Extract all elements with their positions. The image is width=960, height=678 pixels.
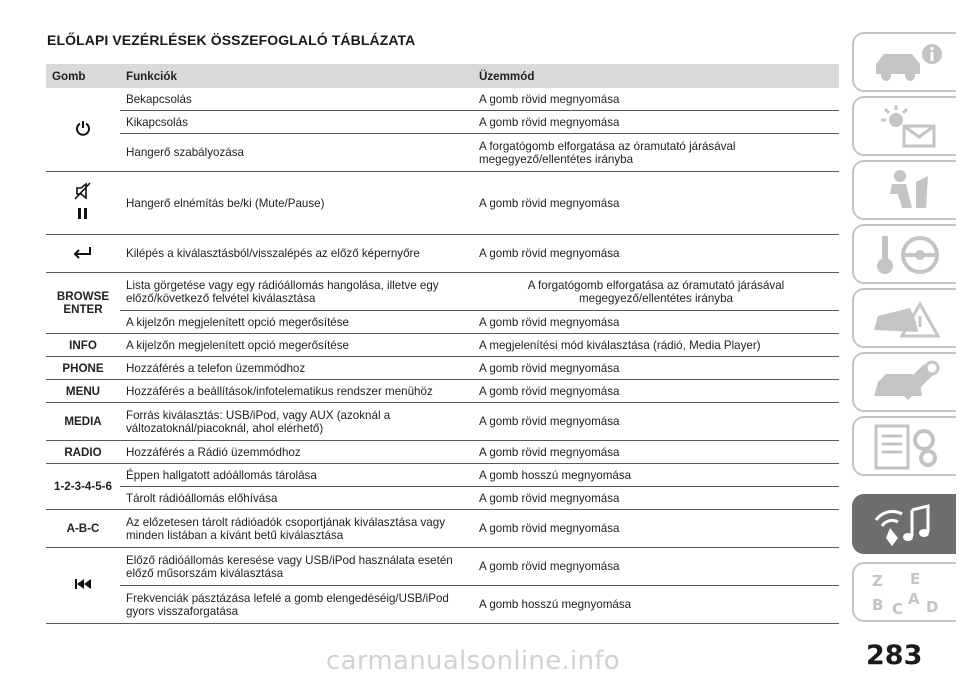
table-row <box>46 111 839 134</box>
seek-back-icon <box>74 579 92 589</box>
back-button-cell <box>46 235 120 273</box>
controls-summary-table <box>46 64 839 624</box>
info-button-cell: INFO <box>46 334 120 357</box>
svg-text:D: D <box>926 598 939 616</box>
svg-text:A: A <box>908 590 920 608</box>
key-steering-icon <box>868 232 948 278</box>
mode-cell: A forgatógomb elforgatása az óramutató járásával megegyező/ellentétes irányba <box>473 134 839 172</box>
abc-button-cell: A-B-C <box>46 510 120 548</box>
function-cell: Hozzáférés a beállítások/infotelematikus rendszer menühöz <box>120 380 473 403</box>
tab-specs[interactable] <box>852 416 956 476</box>
mode-cell: A gomb hosszú megnyomása <box>473 586 839 624</box>
tab-key-steering[interactable] <box>852 224 956 284</box>
mute-button-cell <box>46 172 120 235</box>
header-uzemmod: Üzemmód <box>473 64 839 88</box>
page-number: 283 <box>866 640 923 671</box>
phone-button-cell: PHONE <box>46 357 120 380</box>
function-cell: Frekvenciák pásztázása lefelé a gomb elengedéséig/USB/iPod gyors visszaforgatása <box>120 586 473 624</box>
header-funkciok: Funkciók <box>120 64 473 88</box>
function-cell: Hozzáférés a Rádió üzemmódhoz <box>120 441 473 464</box>
svg-text:B: B <box>872 596 884 614</box>
specs-icon <box>868 424 948 470</box>
tab-index[interactable] <box>852 562 956 622</box>
table-row <box>46 334 839 357</box>
table-row <box>46 464 839 487</box>
table-row <box>46 134 839 172</box>
function-cell: Lista görgetése vagy egy rádióállomás hangolása, illetve egy előző/következő felvétel kiválasztása <box>120 273 473 311</box>
table-row <box>46 357 839 380</box>
tab-maintenance[interactable] <box>852 352 956 412</box>
table-row <box>46 510 839 548</box>
emergency-icon <box>868 296 948 342</box>
tab-seat-safety[interactable] <box>852 160 956 220</box>
table-row <box>46 235 839 273</box>
mode-cell: A gomb rövid megnyomása <box>473 111 839 134</box>
multimedia-icon <box>868 502 948 548</box>
function-cell: Kikapcsolás <box>120 111 473 134</box>
preset-buttons-cell: 1-2-3-4-5-6 <box>46 464 120 510</box>
seek-back-button-cell <box>46 548 120 624</box>
svg-text:E: E <box>910 570 921 588</box>
svg-text:C: C <box>892 600 904 616</box>
function-cell: Az előzetesen tárolt rádióadók csoportjának kiválasztása vagy minden listában a kívánt betű kiválasztása <box>120 510 473 548</box>
power-button-cell <box>46 88 120 172</box>
table-row <box>46 487 839 510</box>
table-header-row <box>46 64 839 88</box>
tab-car-info[interactable] <box>852 32 956 92</box>
function-cell: A kijelzőn megjelenített opció megerősítése <box>120 311 473 334</box>
index-icon <box>868 570 948 616</box>
tab-multimedia[interactable] <box>852 494 956 554</box>
function-cell: Tárolt rádióállomás előhívása <box>120 487 473 510</box>
maintenance-icon <box>868 360 948 406</box>
media-button-cell: MEDIA <box>46 403 120 441</box>
function-cell: Hangerő szabályozása <box>120 134 473 172</box>
function-cell: Hangerő elnémítás be/ki (Mute/Pause) <box>120 172 473 235</box>
function-cell: Hozzáférés a telefon üzemmódhoz <box>120 357 473 380</box>
function-cell: Előző rádióállomás keresése vagy USB/iPod használata esetén előző műsorszám kiválasztása <box>120 548 473 586</box>
table-row <box>46 403 839 441</box>
warning-lights-icon <box>868 104 948 150</box>
function-cell: Bekapcsolás <box>120 88 473 111</box>
table-row <box>46 273 839 311</box>
mode-cell: A gomb rövid megnyomása <box>473 311 839 334</box>
radio-button-cell: RADIO <box>46 441 120 464</box>
seat-safety-icon <box>868 168 948 214</box>
mode-cell: A gomb rövid megnyomása <box>473 403 839 441</box>
tab-warning-lights[interactable] <box>852 96 956 156</box>
function-cell: Kilépés a kiválasztásból/visszalépés az előző képernyőre <box>120 235 473 273</box>
watermark: carmanualsonline.info <box>326 646 621 676</box>
table-row <box>46 586 839 624</box>
mode-cell: A gomb rövid megnyomása <box>473 548 839 586</box>
function-cell: A kijelzőn megjelenített opció megerősítése <box>120 334 473 357</box>
back-arrow-icon <box>72 245 94 259</box>
table-row <box>46 311 839 334</box>
table-row <box>46 88 839 111</box>
page-title: ELŐLAPI VEZÉRLÉSEK ÖSSZEFOGLALÓ TÁBLÁZATA <box>47 32 416 48</box>
mode-cell: A gomb rövid megnyomása <box>473 510 839 548</box>
menu-button-cell: MENU <box>46 380 120 403</box>
header-gomb: Gomb <box>46 64 120 88</box>
function-cell: Forrás kiválasztás: USB/iPod, vagy AUX (azoknál a változatoknál/piacoknál, ahol elérhető) <box>120 403 473 441</box>
tab-emergency[interactable] <box>852 288 956 348</box>
browse-enter-button-cell: BROWSE ENTER <box>46 273 120 334</box>
mode-cell: A gomb rövid megnyomása <box>473 487 839 510</box>
svg-text:Z: Z <box>872 572 883 590</box>
mode-cell: A gomb rövid megnyomása <box>473 172 839 235</box>
mode-cell: A forgatógomb elforgatása az óramutató járásával megegyező/ellentétes irányba <box>473 273 839 311</box>
car-info-icon <box>868 40 948 86</box>
mode-cell: A gomb hosszú megnyomása <box>473 464 839 487</box>
table-row <box>46 172 839 235</box>
table-row <box>46 380 839 403</box>
mode-cell: A gomb rövid megnyomása <box>473 380 839 403</box>
function-cell: Éppen hallgatott adóállomás tárolása <box>120 464 473 487</box>
mode-cell: A gomb rövid megnyomása <box>473 441 839 464</box>
mode-cell: A gomb rövid megnyomása <box>473 88 839 111</box>
mode-cell: A gomb rövid megnyomása <box>473 235 839 273</box>
power-icon <box>75 120 91 136</box>
mute-pause-icon <box>72 182 94 222</box>
mode-cell: A megjelenítési mód kiválasztása (rádió, Media Player) <box>473 334 839 357</box>
table-row <box>46 441 839 464</box>
table-row <box>46 548 839 586</box>
mode-cell: A gomb rövid megnyomása <box>473 357 839 380</box>
